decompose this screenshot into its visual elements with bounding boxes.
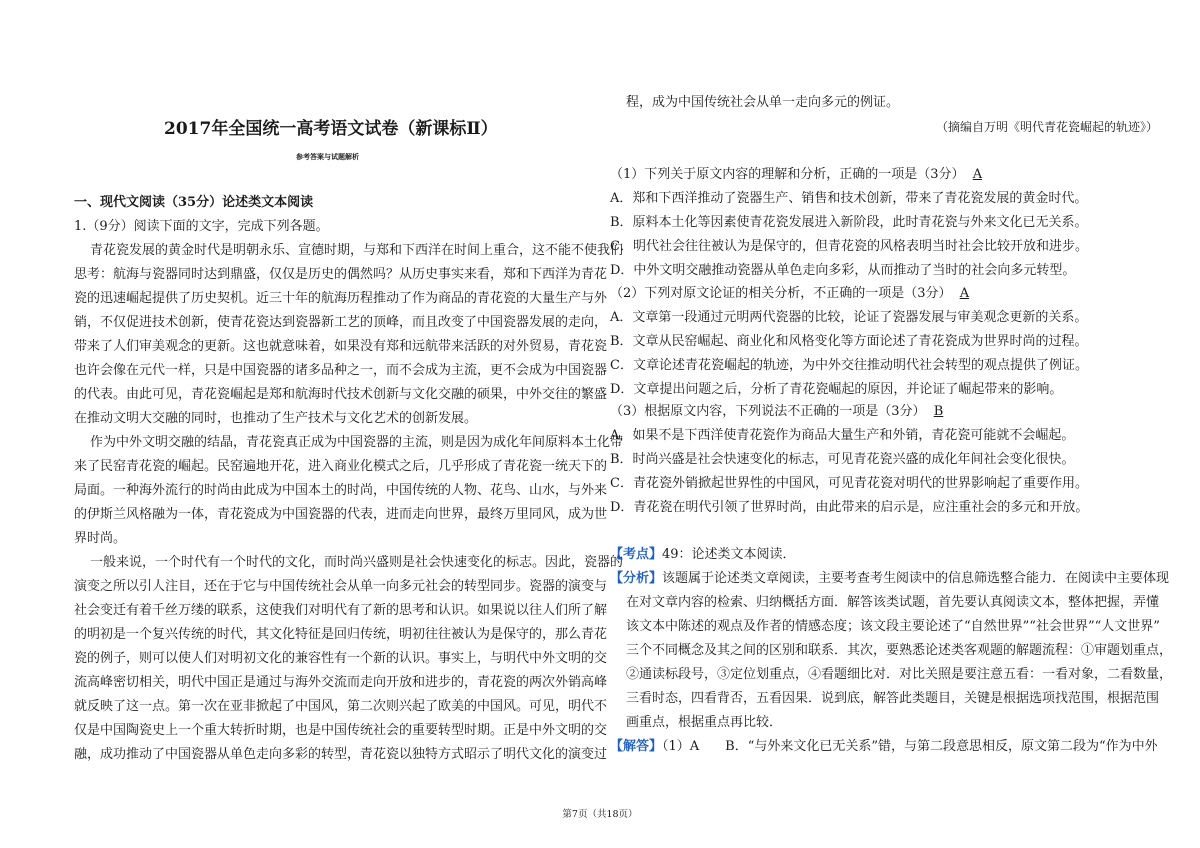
passage-line: 融，成功推动了中国瓷器从单色走向多彩的转型，青花瓷以独特方式昭示了明代文化的演变过 xyxy=(74,747,608,762)
passage-line: 带来了人们审美观念的更新。这也就意味着，如果没有郑和远航带来活跃的对外贸易，青花瓷 xyxy=(74,339,608,354)
page-subtitle: 参考答案与试题解析 xyxy=(296,152,359,161)
passage-line: 来了民窑青花瓷的崛起。民窑遍地开花，进入商业化模式之后，几乎形成了青花瓷一统天下的 xyxy=(74,459,608,474)
question-stem xyxy=(610,403,947,421)
question-stem-text: （2）下列对原文论证的相关分析，不正确的一项是（3分） xyxy=(610,286,952,301)
fenxi-line: 三个不同概念及其之间的区别和联系．其次，要熟悉论述类客观题的解题流程：①审题划重点， xyxy=(626,643,1173,658)
option: A．郑和下西洋推动了瓷器生产、销售和技术创新，带来了青花瓷发展的黄金时代。 xyxy=(610,191,1088,206)
kaodian-block xyxy=(610,546,796,564)
fenxi-first-line xyxy=(610,570,1169,588)
question-intro: 1.（9分）阅读下面的文字，完成下列各题。 xyxy=(74,219,329,234)
passage-line: 就反映了这一点。第一次在亚非掀起了中国风，第二次则兴起了欧美的中国风。可见，明代不 xyxy=(74,699,608,714)
question-stem-text: （1）下列关于原文内容的理解和分析，正确的一项是（3分） xyxy=(610,167,965,182)
passage-line: 社会变迁有着千丝万缕的联系，这使我们对明代有了新的思考和认识。如果说以往人们所了解 xyxy=(74,603,608,618)
passage-line: 瓷的迅速崛起提供了历史契机。近三十年的航海历程推动了作为商品的青花瓷的大量生产与外 xyxy=(74,291,608,306)
passage-line: 流高峰密切相关，明代中国正是通过与海外交流而走向开放和进步的，青花瓷的两次外销高峰 xyxy=(74,675,608,690)
option: C．文章论述青花瓷崛起的轨迹，为中外交往推动明代社会转型的观点提供了例证。 xyxy=(610,358,1088,373)
passage-line: 的代表。由此可见，青花瓷崛起是郑和航海时代技术创新与文化交融的硕果，中外交往的繁盛 xyxy=(74,387,608,402)
answer-blank: A xyxy=(959,286,970,301)
jieda-block xyxy=(610,738,1158,756)
fenxi-tag: 【分析】 xyxy=(610,571,663,586)
passage-line: 仅是中国陶瓷史上一个重大转折时期，也是中国传统社会的重要转型时期。正是中外文明的交 xyxy=(74,723,608,738)
fenxi-line: 在对文章内容的检索、归纳概括方面．解答该类试题，首先要认真阅读文本，整体把握，弄懂 xyxy=(626,595,1160,610)
passage-line: 的伊斯兰风格融为一体，青花瓷成为中国瓷器的代表，进而走向世界，最终万里同风，成为世 xyxy=(74,507,608,522)
passage-line: 青花瓷发展的黄金时代是明朝永乐、宣德时期，与郑和下西洋在时间上重合，这不能不使我们 xyxy=(90,243,624,258)
passage-line: 作为中外文明交融的结晶，青花瓷真正成为中国瓷器的主流，则是因为成化年间原料本土化带 xyxy=(90,435,624,450)
passage-line: 局面。一种海外流行的时尚由此成为中国本土的时尚，中国传统的人物、花鸟、山水，与外来 xyxy=(74,483,608,498)
page-footer: 第7页（共18页） xyxy=(562,809,638,820)
option: B．文章从民窑崛起、商业化和风格变化等方面论述了青花瓷成为世界时尚的过程。 xyxy=(610,334,1088,349)
passage-line: 思考：航海与瓷器同时达到鼎盛，仅仅是历史的偶然吗？从历史事实来看，郑和下西洋为青花 xyxy=(74,267,608,282)
option: A．文章第一段通过元明两代瓷器的比较，论证了瓷器发展与审美观念更新的关系。 xyxy=(610,310,1088,325)
jieda-tag: 【解答】 xyxy=(610,739,663,754)
kaodian-tag: 【考点】 xyxy=(610,547,663,562)
option: D．青花瓷在明代引领了世界时尚，由此带来的启示是，应注重社会的多元和开放。 xyxy=(610,500,1089,515)
fenxi-line: 该文本中陈述的观点及作者的情感态度；该文段主要论述了“自然世界”“社会世界”“人文世界” xyxy=(626,619,1160,634)
passage-line: 界时尚。 xyxy=(74,531,127,546)
source-citation: （摘编自万明《明代青花瓷崛起的轨迹》） xyxy=(936,120,1159,134)
passage-line: 在推动文明大交融的同时，也推动了生产技术与文化艺术的创新发展。 xyxy=(74,411,478,426)
fenxi-line: ②通读标段号，③定位划重点，④看题细比对．对比关照是要注意五看：一看对象，二看数量， xyxy=(626,667,1173,682)
option: C．青花瓷外销掀起世界性的中国风，可见青花瓷对明代的世界影响起了重要作用。 xyxy=(610,476,1088,491)
option: A．如果不是下西洋使青花瓷作为商品大量生产和外销，青花瓷可能就不会崛起。 xyxy=(610,428,1075,443)
answer-blank: A xyxy=(972,167,983,182)
question-stem-text: （3）根据原文内容，下列说法不正确的一项是（3分） xyxy=(610,404,926,419)
passage-line: 演变之所以引人注目，还在于它与中国传统社会从单一向多元社会的转型同步。瓷器的演变与 xyxy=(74,579,608,594)
passage-line: 销，不仅促进技术创新，使青花瓷达到瓷器新工艺的顶峰，而且改变了中国瓷器发展的走向， xyxy=(74,315,608,330)
fenxi-text: 该题属于论述类文章阅读，主要考查考生阅读中的信息筛选整合能力．在阅读中主要体现 xyxy=(662,571,1170,586)
passage-end: 程，成为中国传统社会从单一走向多元的例证。 xyxy=(626,95,900,110)
passage-line: 也许会像在元代一样，只是中国瓷器的诸多品种之一，而不会成为主流，更不会成为中国瓷器 xyxy=(74,363,608,378)
option: B．原料本土化等因素使青花瓷发展进入新阶段，此时青花瓷与外来文化已无关系。 xyxy=(610,215,1088,230)
page-title: 2017年全国统一高考语文试卷（新课标Ⅱ） xyxy=(164,119,498,139)
question-stem xyxy=(610,285,973,303)
passage-line: 的明初是一个复兴传统的时代，其文化特征是回归传统，明初往往被认为是保守的，那么青花 xyxy=(74,627,608,642)
fenxi-line: 画重点，根据重点再比较． xyxy=(626,715,783,730)
passage-line: 瓷的例子，则可以使人们对明初文化的兼容性有一个新的认识。事实上，与明代中外文明的交 xyxy=(74,651,608,666)
question-stem xyxy=(610,166,986,184)
option: B．时尚兴盛是社会快速变化的标志，可见青花瓷兴盛的成化年间社会变化很快。 xyxy=(610,452,1075,467)
option: C．明代社会往往被认为是保守的，但青花瓷的风格表明当时社会比较开放和进步。 xyxy=(610,239,1088,254)
jieda-text: （1）A B．“与外来文化已无关系”错，与第二段意思相反，原文第二段为“作为中外 xyxy=(662,739,1158,754)
kaodian-text: 49：论述类文本阅读． xyxy=(662,547,796,562)
section-heading: 一、现代文阅读（35分）论述类文本阅读 xyxy=(74,195,314,210)
option: D．中外文明交融推动瓷器从单色走向多彩，从而推动了当时的社会向多元转型。 xyxy=(610,263,1076,278)
passage-line: 一般来说，一个时代有一个时代的文化，而时尚兴盛则是社会快速变化的标志。因此，瓷器的 xyxy=(90,555,624,570)
fenxi-line: 三看时态，四看背否，五看因果．说到底，解答此类题目，关键是根据选项找范围，根据范围 xyxy=(626,691,1160,706)
option: D．文章提出问题之后，分析了青花瓷崛起的原因，并论证了崛起带来的影响。 xyxy=(610,382,1063,397)
answer-blank: B xyxy=(933,404,944,419)
